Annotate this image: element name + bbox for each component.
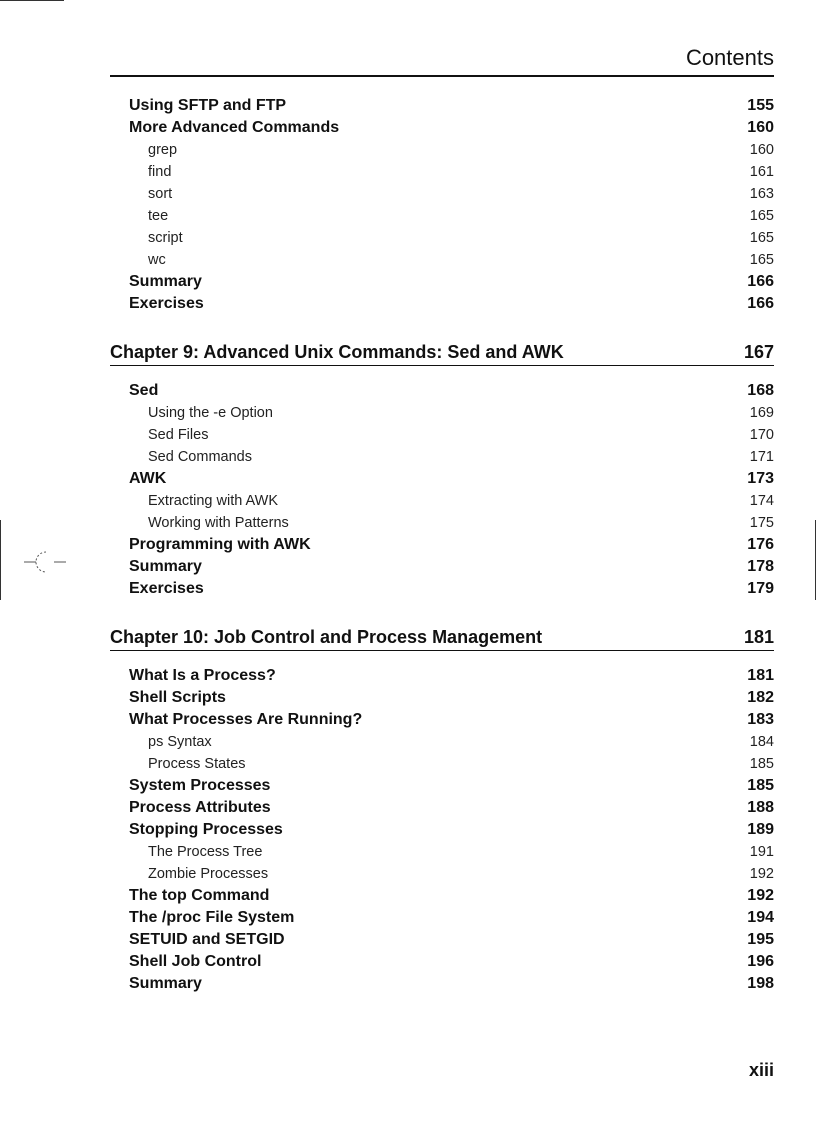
toc-entry[interactable]: Exercises 166 (129, 295, 774, 312)
chapter-page: 181 (743, 627, 774, 647)
crop-mark-top (0, 0, 64, 1)
toc-block-chapter-8 (110, 95, 774, 315)
toc-entry[interactable]: AWK 173 (129, 470, 774, 487)
toc-block-chapter-10 (110, 665, 774, 995)
toc-entry[interactable]: What Is a Process? 181 (129, 667, 774, 684)
toc-entry[interactable]: Sed 168 (129, 382, 774, 399)
toc-entry[interactable]: SETUID and SETGID 195 (129, 931, 774, 948)
toc-subentry[interactable]: Process States 185 (148, 756, 774, 772)
toc-entry[interactable]: System Processes 185 (129, 777, 774, 794)
chapter-title: Chapter 10: Job Control and Process Management (110, 627, 543, 647)
toc-entry[interactable]: Summary 166 (129, 273, 774, 290)
toc-subentry[interactable]: grep 160 (148, 142, 774, 158)
toc-subentry[interactable]: Zombie Processes 192 (148, 866, 774, 882)
toc-entry[interactable]: Exercises 179 (129, 580, 774, 597)
toc-block-chapter-9 (110, 380, 774, 600)
toc-entry[interactable]: The /proc File System 194 (129, 909, 774, 926)
toc-entry[interactable]: Stopping Processes 189 (129, 821, 774, 838)
toc-subentry[interactable]: Working with Patterns 175 (148, 515, 774, 531)
toc-entry[interactable]: Programming with AWK 176 (129, 536, 774, 553)
toc-entry[interactable]: Summary 198 (129, 975, 774, 992)
chapter-page: 167 (743, 342, 774, 362)
toc-subentry[interactable]: Sed Files 170 (148, 427, 774, 443)
chapter-heading-10[interactable] (110, 624, 774, 651)
registration-mark-icon (24, 548, 68, 576)
toc-entry[interactable]: The top Command 192 (129, 887, 774, 904)
page-number: xiii (748, 1060, 774, 1080)
running-head: Contents (110, 44, 774, 77)
chapter-heading-9[interactable] (110, 339, 774, 366)
toc-subentry[interactable]: Sed Commands 171 (148, 449, 774, 465)
toc-subentry[interactable]: Extracting with AWK 174 (148, 493, 774, 509)
toc-entry[interactable]: Using SFTP and FTP 155 (129, 97, 774, 114)
toc-entry[interactable]: Shell Scripts 182 (129, 689, 774, 706)
toc-subentry[interactable]: tee 165 (148, 208, 774, 224)
toc-entry[interactable]: Shell Job Control 196 (129, 953, 774, 970)
chapter-title: Chapter 9: Advanced Unix Commands: Sed and AWK (110, 342, 564, 362)
toc-entry[interactable]: Summary 178 (129, 558, 774, 575)
toc-subentry[interactable]: script 165 (148, 230, 774, 246)
toc-entry[interactable]: Process Attributes 188 (129, 799, 774, 816)
toc-subentry[interactable]: sort 163 (148, 186, 774, 202)
toc-subentry[interactable]: find 161 (148, 164, 774, 180)
toc-subentry[interactable]: Using the -e Option 169 (148, 405, 774, 421)
crop-mark-left (0, 520, 1, 600)
table-of-contents (110, 95, 774, 995)
toc-subentry[interactable]: The Process Tree 191 (148, 844, 774, 860)
toc-subentry[interactable]: wc 165 (148, 252, 774, 268)
toc-entry[interactable]: More Advanced Commands 160 (129, 119, 774, 136)
toc-subentry[interactable]: ps Syntax 184 (148, 734, 774, 750)
toc-entry[interactable]: What Processes Are Running? 183 (129, 711, 774, 728)
